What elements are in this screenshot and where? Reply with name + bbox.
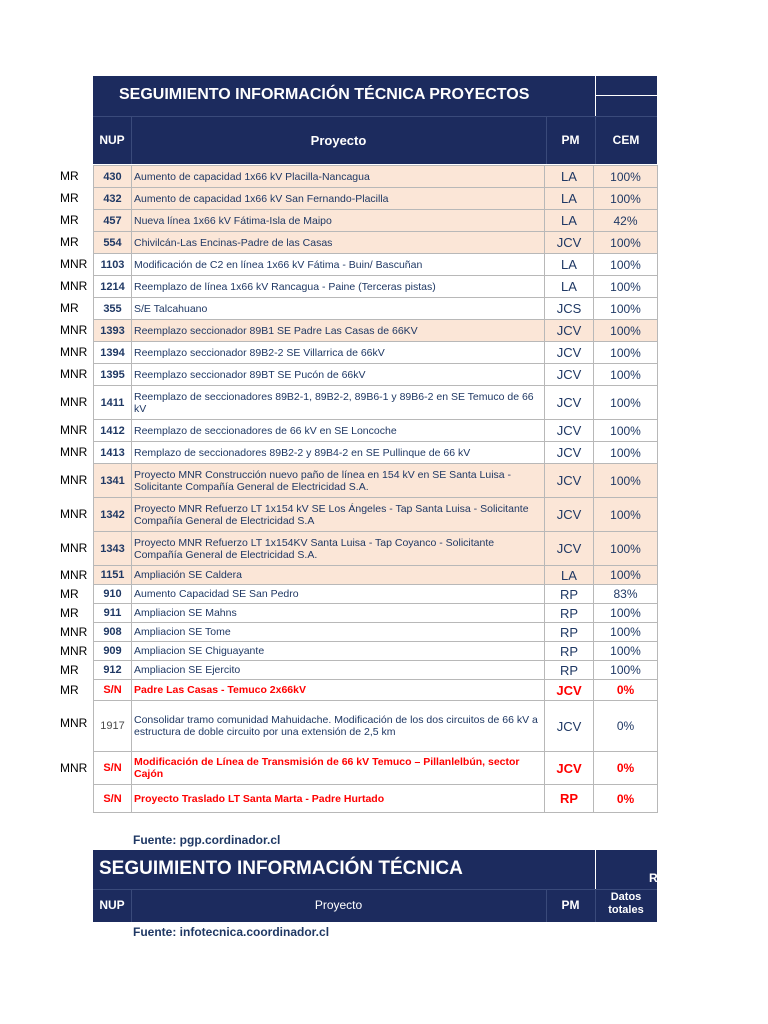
project-pm: JCV bbox=[545, 701, 594, 752]
project-cem: 100% bbox=[594, 386, 658, 420]
project-row bbox=[94, 364, 658, 386]
project-row bbox=[94, 532, 658, 566]
project-nup: 1103 bbox=[94, 254, 132, 276]
project-nup: S/N bbox=[94, 752, 132, 785]
project-cem: 0% bbox=[594, 680, 658, 701]
row-tag: MR bbox=[60, 587, 79, 601]
project-pm: LA bbox=[545, 210, 594, 232]
project-pm: JCV bbox=[545, 532, 594, 566]
section2-col-datos: Datos totales bbox=[608, 891, 644, 916]
project-pm: LA bbox=[545, 188, 594, 210]
project-row bbox=[94, 701, 658, 752]
row-tag: MNR bbox=[60, 473, 88, 487]
project-nup: 1341 bbox=[94, 464, 132, 498]
project-cem: 0% bbox=[594, 785, 658, 813]
project-pm: JCV bbox=[545, 364, 594, 386]
project-name: Padre Las Casas - Temuco 2x66kV bbox=[132, 680, 545, 701]
project-pm: LA bbox=[545, 276, 594, 298]
project-row bbox=[94, 298, 658, 320]
project-cem: 100% bbox=[594, 661, 658, 680]
project-cem: 100% bbox=[594, 320, 658, 342]
project-pm: RP bbox=[545, 785, 594, 813]
project-row bbox=[94, 498, 658, 532]
project-row bbox=[94, 661, 658, 680]
project-pm: JCV bbox=[545, 442, 594, 464]
row-tag: MNR bbox=[60, 507, 88, 521]
project-pm: JCV bbox=[545, 498, 594, 532]
section2-col-proyecto: Proyecto bbox=[314, 898, 363, 912]
project-row bbox=[94, 342, 658, 364]
project-pm: JCV bbox=[545, 420, 594, 442]
project-name: Reemplazo seccionador 89B2-2 SE Villarrica de 66kV bbox=[132, 342, 545, 364]
project-cem: 100% bbox=[594, 232, 658, 254]
row-tag: MNR bbox=[60, 445, 88, 459]
project-cem: 100% bbox=[594, 254, 658, 276]
project-name: Reemplazo seccionador 89BT SE Pucón de 66kV bbox=[132, 364, 545, 386]
row-tag: MNR bbox=[60, 345, 88, 359]
project-row bbox=[94, 386, 658, 420]
projects-table bbox=[93, 165, 657, 813]
project-pm: JCV bbox=[545, 232, 594, 254]
row-tag: MNR bbox=[60, 568, 88, 582]
project-cem: 100% bbox=[594, 298, 658, 320]
project-pm: JCV bbox=[545, 464, 594, 498]
project-row bbox=[94, 642, 658, 661]
col-header-nup: NUP bbox=[99, 133, 125, 147]
project-nup: 432 bbox=[94, 188, 132, 210]
project-pm: RP bbox=[545, 623, 594, 642]
project-cem: 100% bbox=[594, 276, 658, 298]
project-row bbox=[94, 254, 658, 276]
project-row bbox=[94, 785, 658, 813]
project-row bbox=[94, 680, 658, 701]
project-row bbox=[94, 464, 658, 498]
project-cem: 100% bbox=[594, 623, 658, 642]
project-pm: JCV bbox=[545, 680, 594, 701]
project-name: Reemplazo seccionador 89B1 SE Padre Las Casas de 66KV bbox=[132, 320, 545, 342]
row-tag: MR bbox=[60, 606, 79, 620]
source-note-2: Fuente: infotecnica.coordinador.cl bbox=[133, 925, 330, 939]
row-tag: MR bbox=[60, 663, 79, 677]
project-cem: 83% bbox=[594, 585, 658, 604]
project-pm: RP bbox=[545, 585, 594, 604]
project-nup: 457 bbox=[94, 210, 132, 232]
project-nup: 554 bbox=[94, 232, 132, 254]
project-name: Proyecto Traslado LT Santa Marta - Padre Hurtado bbox=[132, 785, 545, 813]
project-row bbox=[94, 210, 658, 232]
row-tag: MNR bbox=[60, 323, 88, 337]
row-tag: MNR bbox=[60, 644, 88, 658]
project-row bbox=[94, 276, 658, 298]
project-pm: JCV bbox=[545, 386, 594, 420]
row-tag: MNR bbox=[60, 367, 88, 381]
project-nup: 1394 bbox=[94, 342, 132, 364]
project-nup: 1343 bbox=[94, 532, 132, 566]
project-pm: RP bbox=[545, 661, 594, 680]
project-name: Ampliacion SE Chiguayante bbox=[132, 642, 545, 661]
project-name: S/E Talcahuano bbox=[132, 298, 545, 320]
project-nup: 1151 bbox=[94, 566, 132, 585]
row-tag: MR bbox=[60, 683, 79, 697]
project-nup: 908 bbox=[94, 623, 132, 642]
project-pm: LA bbox=[545, 254, 594, 276]
project-cem: 100% bbox=[594, 166, 658, 188]
project-row bbox=[94, 566, 658, 585]
project-name: Aumento de capacidad 1x66 kV Placilla-Nancagua bbox=[132, 166, 545, 188]
project-pm: LA bbox=[545, 566, 594, 585]
project-cem: 100% bbox=[594, 642, 658, 661]
project-name: Consolidar tramo comunidad Mahuidache. Modificación de los dos circuitos de 66 kV a estructura de doble circuito por una extensión de 2,5 km bbox=[132, 701, 545, 752]
project-nup: 1413 bbox=[94, 442, 132, 464]
section1-title: SEGUIMIENTO INFORMACIÓN TÉCNICA PROYECTOS bbox=[119, 86, 530, 103]
project-cem: 100% bbox=[594, 532, 658, 566]
project-row bbox=[94, 232, 658, 254]
project-pm: JCV bbox=[545, 752, 594, 785]
project-cem: 100% bbox=[594, 498, 658, 532]
project-nup: 1342 bbox=[94, 498, 132, 532]
project-row bbox=[94, 585, 658, 604]
row-tag: MR bbox=[60, 169, 79, 183]
project-cem: 100% bbox=[594, 420, 658, 442]
project-name: Proyecto MNR Construcción nuevo paño de línea en 154 kV en SE Santa Luisa - Solicitante Compañía General de Electricidad S.A. bbox=[132, 464, 545, 498]
project-name: Reemplazo de seccionadores 89B2-1, 89B2-2, 89B6-1 y 89B6-2 en SE Temuco de 66 kV bbox=[132, 386, 545, 420]
project-cem: 100% bbox=[594, 566, 658, 585]
row-tag: MR bbox=[60, 301, 79, 315]
project-cem: 0% bbox=[594, 701, 658, 752]
projects-table-grid bbox=[93, 165, 658, 813]
project-nup: 912 bbox=[94, 661, 132, 680]
project-name: Remplazo de seccionadores 89B2-2 y 89B4-2 en SE Pullinque de 66 kV bbox=[132, 442, 545, 464]
project-cem: 100% bbox=[594, 342, 658, 364]
project-nup: 910 bbox=[94, 585, 132, 604]
project-pm: JCV bbox=[545, 320, 594, 342]
project-nup: 909 bbox=[94, 642, 132, 661]
project-pm: JCV bbox=[545, 342, 594, 364]
project-pm: LA bbox=[545, 166, 594, 188]
project-pm: RP bbox=[545, 604, 594, 623]
row-tag: MR bbox=[60, 213, 79, 227]
project-name: Ampliación SE Caldera bbox=[132, 566, 545, 585]
project-nup: 430 bbox=[94, 166, 132, 188]
project-row bbox=[94, 604, 658, 623]
project-name: Nueva línea 1x66 kV Fátima-Isla de Maipo bbox=[132, 210, 545, 232]
row-tag: MR bbox=[60, 235, 79, 249]
project-name: Ampliacion SE Tome bbox=[132, 623, 545, 642]
project-row bbox=[94, 752, 658, 785]
row-tag: MNR bbox=[60, 279, 88, 293]
section2-col-nup: NUP bbox=[99, 898, 125, 912]
project-cem: 100% bbox=[594, 188, 658, 210]
row-tag: MR bbox=[60, 191, 79, 205]
project-cem: 100% bbox=[594, 442, 658, 464]
row-tag: MNR bbox=[60, 761, 88, 775]
project-cem: 100% bbox=[594, 604, 658, 623]
project-name: Modificación de C2 en línea 1x66 kV Fátima - Buin/ Bascuñan bbox=[132, 254, 545, 276]
project-row bbox=[94, 188, 658, 210]
row-tag: MNR bbox=[60, 423, 88, 437]
project-name: Ampliacion SE Ejercito bbox=[132, 661, 545, 680]
project-nup: 1412 bbox=[94, 420, 132, 442]
project-cem: 100% bbox=[594, 364, 658, 386]
source-note-1: Fuente: pgp.cordinador.cl bbox=[133, 833, 281, 847]
col-header-proyecto: Proyecto bbox=[310, 133, 367, 148]
project-name: Aumento Capacidad SE San Pedro bbox=[132, 585, 545, 604]
project-name: Proyecto MNR Refuerzo LT 1x154 kV SE Los Ángeles - Tap Santa Luisa - Solicitante Compañía General de Electricidad S.A bbox=[132, 498, 545, 532]
row-tag: MNR bbox=[60, 625, 88, 639]
project-nup: 1214 bbox=[94, 276, 132, 298]
project-cem: 0% bbox=[594, 752, 658, 785]
section2-col-pm: PM bbox=[561, 898, 580, 912]
project-name: Aumento de capacidad 1x66 kV San Fernando-Placilla bbox=[132, 188, 545, 210]
project-row bbox=[94, 166, 658, 188]
project-row bbox=[94, 442, 658, 464]
project-name: Reemplazo de seccionadores de 66 kV en SE Loncoche bbox=[132, 420, 545, 442]
col-header-pm: PM bbox=[561, 133, 580, 147]
row-tag: MNR bbox=[60, 716, 88, 730]
row-tag: MNR bbox=[60, 541, 88, 555]
project-name: Modificación de Línea de Transmisión de 66 kV Temuco – Pillanlelbún, sector Cajón bbox=[132, 752, 545, 785]
project-cem: 100% bbox=[594, 464, 658, 498]
project-nup: S/N bbox=[94, 680, 132, 701]
row-tag: MNR bbox=[60, 395, 88, 409]
project-name: Reemplazo de línea 1x66 kV Rancagua - Paine (Terceras pistas) bbox=[132, 276, 545, 298]
project-cem: 42% bbox=[594, 210, 658, 232]
section2-clipped-header: R bbox=[649, 871, 658, 885]
row-tag: MNR bbox=[60, 257, 88, 271]
project-name: Ampliacion SE Mahns bbox=[132, 604, 545, 623]
col-header-cem: CEM bbox=[612, 133, 640, 147]
project-row bbox=[94, 420, 658, 442]
project-nup: 911 bbox=[94, 604, 132, 623]
project-nup: 355 bbox=[94, 298, 132, 320]
project-name: Proyecto MNR Refuerzo LT 1x154KV Santa Luisa - Tap Coyanco - Solicitante Compañía General de Electricidad S.A. bbox=[132, 532, 545, 566]
project-nup: 1917 bbox=[94, 701, 132, 752]
project-nup: S/N bbox=[94, 785, 132, 813]
project-row bbox=[94, 320, 658, 342]
project-nup: 1395 bbox=[94, 364, 132, 386]
project-nup: 1393 bbox=[94, 320, 132, 342]
section2-title: SEGUIMIENTO INFORMACIÓN TÉCNICA bbox=[99, 858, 463, 879]
project-row bbox=[94, 623, 658, 642]
project-pm: RP bbox=[545, 642, 594, 661]
project-nup: 1411 bbox=[94, 386, 132, 420]
project-pm: JCS bbox=[545, 298, 594, 320]
project-name: Chivilcán-Las Encinas-Padre de las Casas bbox=[132, 232, 545, 254]
